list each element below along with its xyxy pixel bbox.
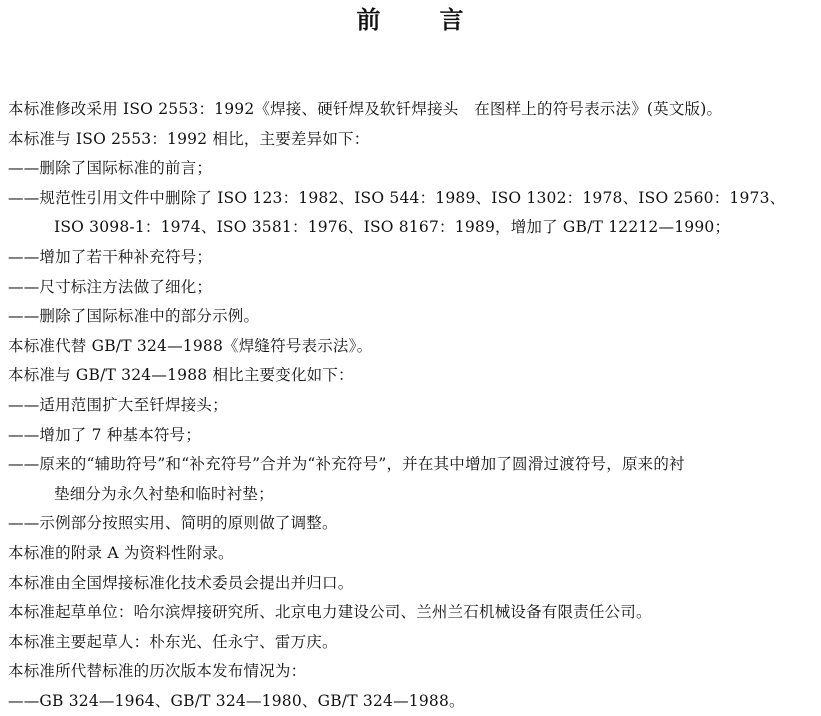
list-item: ——增加了 7 种基本符号；	[8, 425, 202, 444]
paragraph-line: 本标准与 GB/T 324—1988 相比主要变化如下：	[8, 366, 354, 385]
paragraph-line: 本标准的附录 A 为资料性附录。	[8, 543, 234, 562]
list-item: ——GB 324—1964、GB/T 324—1980、GB/T 324—1988。	[8, 691, 465, 710]
paragraph-line: 本标准起草单位：哈尔滨焊接研究所、北京电力建设公司、兰州兰石机械设备有限责任公司。	[8, 603, 652, 622]
list-item-continuation: 垫细分为永久衬垫和临时衬垫；	[54, 484, 274, 503]
title-char-2: 言	[439, 6, 465, 34]
list-item: ——原来的“辅助符号”和“补充符号”合并为“补充符号”，并在其中增加了圆滑过渡符号，原来的衬	[8, 455, 685, 474]
list-item-continuation: ISO 3098-1：1974、ISO 3581：1976、ISO 8167：1989，增加了 GB/T 12212—1990；	[54, 218, 731, 237]
paragraph-line: 本标准代替 GB/T 324—1988《焊缝符号表示法》。	[8, 336, 373, 355]
list-item: ——尺寸标注方法做了细化；	[8, 277, 213, 296]
paragraph-line: 本标准主要起草人：朴东光、任永宁、雷万庆。	[8, 632, 338, 651]
paragraph-line: 本标准由全国焊接标准化技术委员会提出并归口。	[8, 573, 354, 592]
paragraph-line: 本标准修改采用 ISO 2553：1992《焊接、硬钎焊及软钎焊接头 在图样上的符号表示法》(英文版)。	[8, 100, 723, 118]
list-item: ——删除了国际标准的前言；	[8, 159, 213, 178]
list-item: ——示例部分按照实用、简明的原则做了调整。	[8, 514, 338, 533]
list-item: ——规范性引用文件中删除了 ISO 123：1982、ISO 544：1989、ISO 1302：1978、ISO 2560：1973、	[8, 188, 786, 207]
paragraph-line: 本标准与 ISO 2553：1992 相比，主要差异如下：	[8, 129, 370, 148]
list-item: ——增加了若干种补充符号；	[8, 247, 213, 266]
document-body	[8, 95, 814, 716]
list-item: ——适用范围扩大至钎焊接头；	[8, 395, 228, 414]
list-item: ——删除了国际标准中的部分示例。	[8, 307, 260, 326]
page-title	[0, 4, 821, 36]
title-char-1: 前	[356, 6, 382, 34]
paragraph-line: 本标准所代替标准的历次版本发布情况为：	[8, 662, 307, 681]
